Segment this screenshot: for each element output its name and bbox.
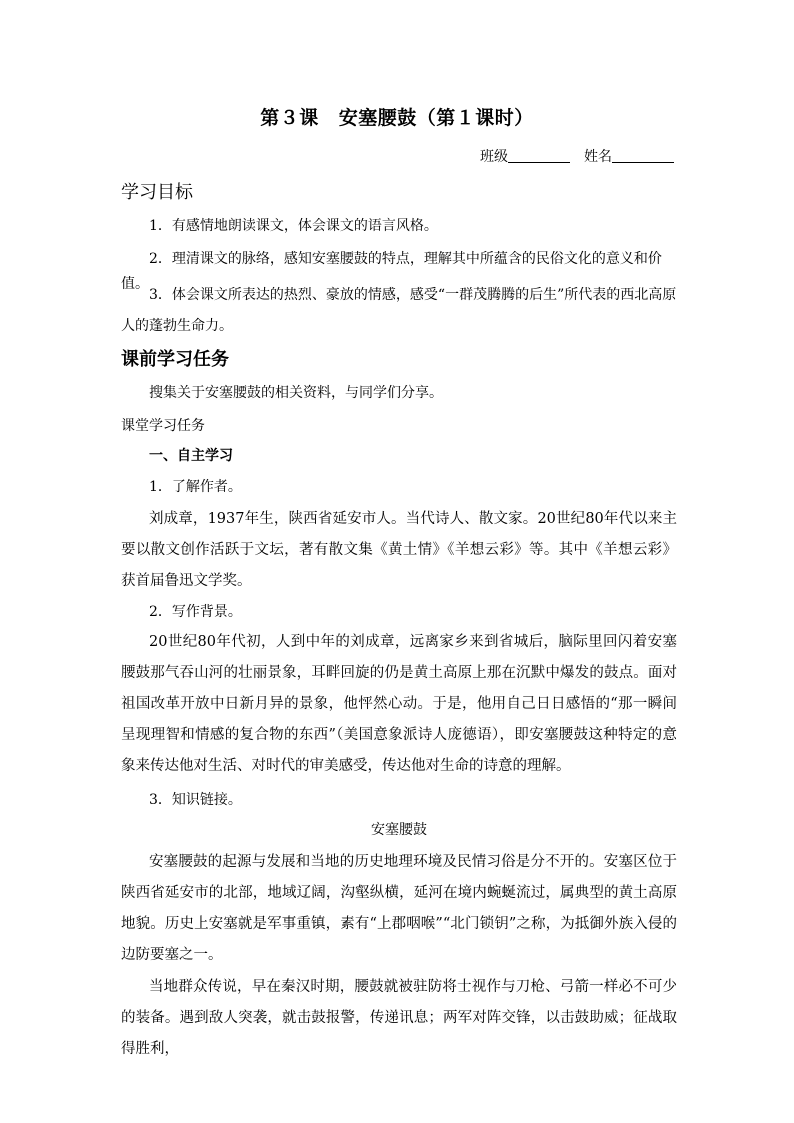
class-task-heading: 课堂学习任务 bbox=[121, 418, 205, 434]
section-self-study: 一、自主学习 bbox=[149, 448, 233, 464]
pre-task-text: 搜集关于安塞腰鼓的相关资料，与同学们分享。 bbox=[149, 385, 443, 401]
link-paragraph-1: 安塞腰鼓的起源与发展和当地的历史地理环境及民情习俗是分不开的。安塞区位于陕西省延安市的北部，地域辽阔，沟壑纵横，延河在境内蜿蜒流过，属典型的黄土高原地貌。历史上安塞就是军事重镇，素有“上郡咽喉”“北门锁钥”之称，为抵御外族入侵的边防要塞之一。 bbox=[121, 854, 677, 963]
lesson-name: 安塞腰鼓（第１课时） bbox=[338, 107, 534, 129]
goal-item-2: 2．理清课文的脉络，感知安塞腰鼓的特点，理解其中所蕴含的民俗文化的意义和价值。 bbox=[121, 251, 662, 292]
class-blank[interactable] bbox=[508, 148, 570, 163]
name-blank[interactable] bbox=[612, 148, 674, 163]
item-know-author: 1．了解作者。 bbox=[149, 479, 242, 495]
lesson-title bbox=[0, 103, 794, 130]
class-name-row bbox=[480, 146, 674, 166]
lesson-number: 第３课 bbox=[260, 107, 319, 129]
pre-task-heading: 课前学习任务 bbox=[121, 349, 229, 370]
name-label: 姓名 bbox=[584, 149, 612, 165]
goals-heading: 学习目标 bbox=[121, 182, 193, 203]
class-label: 班级 bbox=[480, 149, 508, 165]
author-text: 刘成章，1937年生，陕西省延安市人。当代诗人、散文家。20世纪80年代以来主要以散文创作活跃于文坛，著有散文集《黄土情》《羊想云彩》等。其中《羊想云彩》获首届鲁迅文学奖。 bbox=[121, 511, 677, 589]
goal-item-3: 3．体会课文所表达的热烈、豪放的情感，感受“一群茂腾腾的后生”所代表的西北高原人的蓬勃生命力。 bbox=[121, 287, 677, 334]
link-title: 安塞腰鼓 bbox=[371, 822, 427, 838]
item-background: 2．写作背景。 bbox=[149, 604, 242, 620]
link-paragraph-2: 当地群众传说，早在秦汉时期，腰鼓就被驻防将士视作与刀枪、弓箭一样必不可少的装备。遇到敌人突袭，就击鼓报警，传递讯息；两军对阵交锋，以击鼓助威；征战取得胜利， bbox=[121, 979, 677, 1057]
item-knowledge-link: 3．知识链接。 bbox=[149, 792, 242, 808]
goal-item-1: 1．有感情地朗读课文，体会课文的语言风格。 bbox=[149, 218, 438, 234]
background-text: 20世纪80年代初，人到中年的刘成章，远离家乡来到省城后，脑际里回闪着安塞腰鼓那气吞山河的壮丽景象，耳畔回旋的仍是黄土高原上那在沉默中爆发的鼓点。面对祖国改革开放中日新月异的景象，他怦然心动。于是，他用自己日日感悟的“那一瞬间呈现理智和情感的复合物的东西”（美国意象派诗人庞德语），即安塞腰鼓这种特定的意象来传达他对生活、对时代的审美感受，传达他对生命的诗意的理解。 bbox=[121, 634, 677, 774]
